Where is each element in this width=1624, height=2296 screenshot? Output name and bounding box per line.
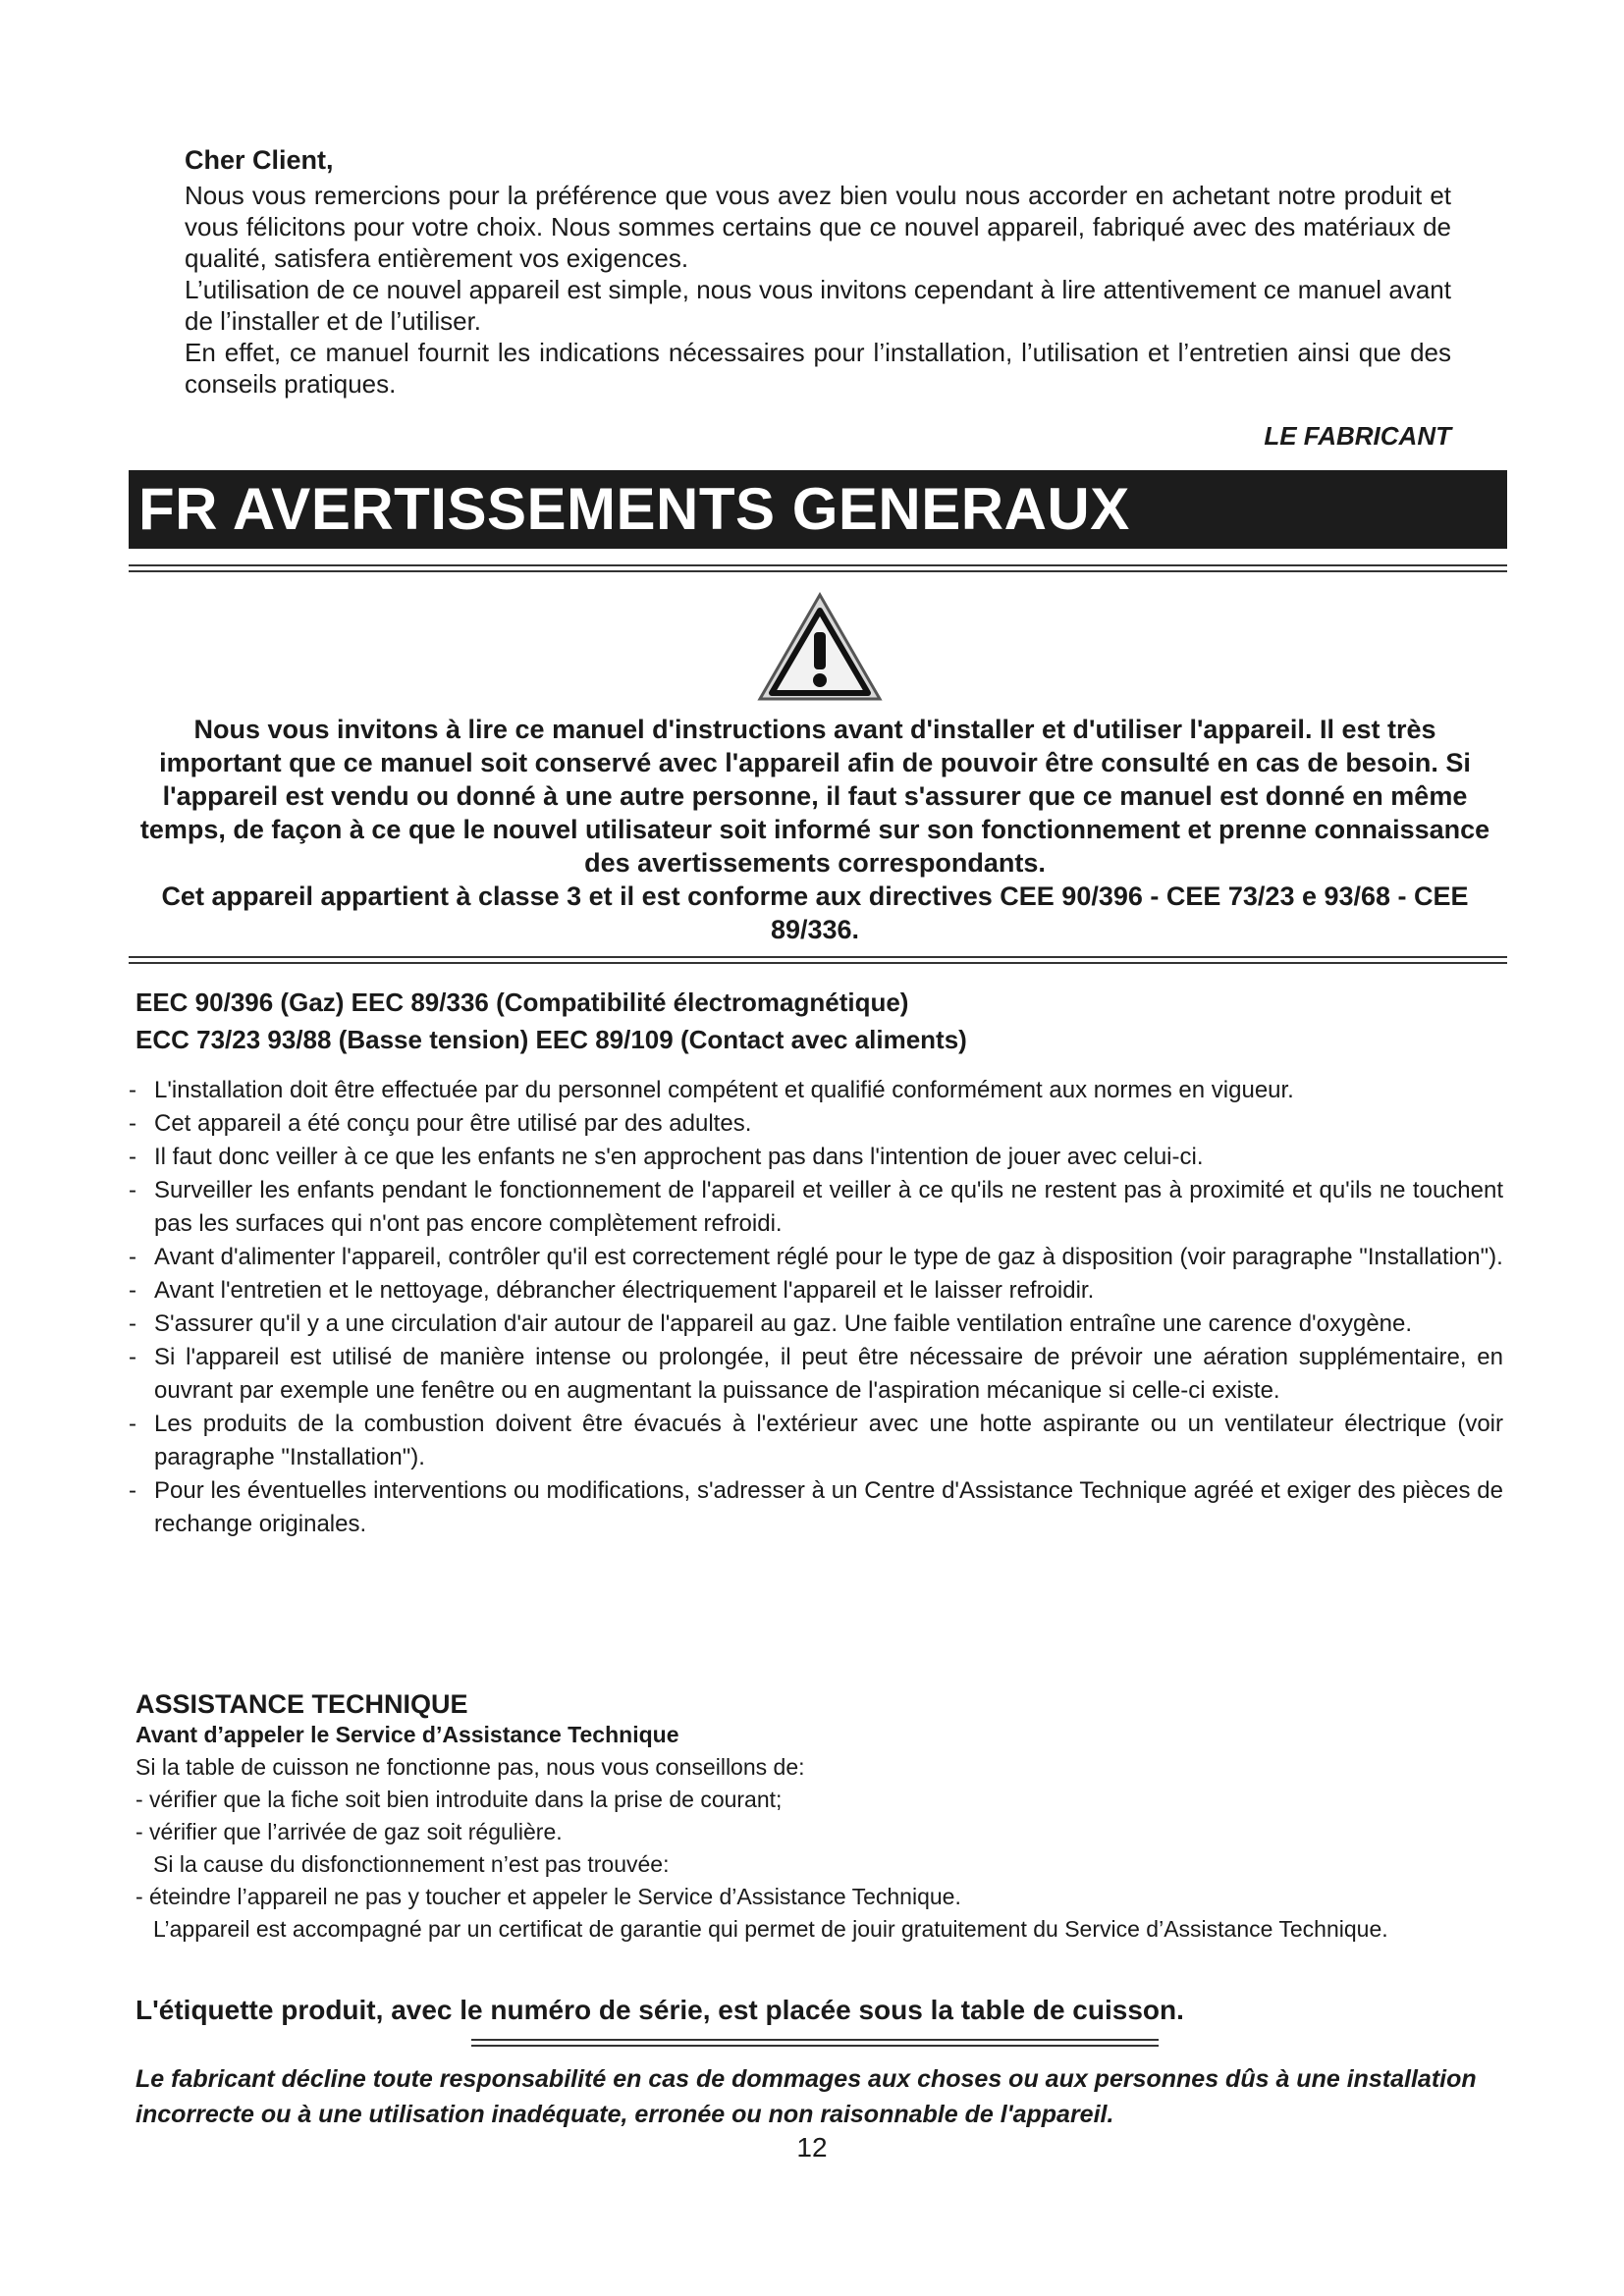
signature: LE FABRICANT: [1264, 421, 1451, 451]
warning-triangle-icon: [756, 589, 884, 705]
directive-line: ECC 73/23 93/88 (Basse tension) EEC 89/109 (Contact avec aliments): [135, 1025, 967, 1054]
page-number: 12: [796, 2132, 828, 2163]
warning-notice-text: Nous vous invitons à lire ce manuel d'instructions avant d'installer et d'utiliser l'appareil. Il est très important que ce manuel soit conservé avec l'appareil afin de pouvoir être consulté en cas de besoin. Si l'appareil est vendu ou donné à une autre personne, il faut s'assurer que ce manuel est donné en même temps, de façon à ce que le nouvel utilisateur soit informé sur son fonctionnement et prenne connaissance des avertissements correspondants.: [139, 715, 1490, 878]
conformity-text: Cet appareil appartient à classe 3 et il est conforme aux directives CEE 90/396 - CEE 73/23 e 93/68 - CEE 89/336.: [161, 881, 1469, 944]
list-item: - vérifier que l’arrivée de gaz soit régulière.: [135, 1819, 563, 1844]
list-item: - L'installation doit être effectuée par du personnel compétent et qualifié conformément aux normes en vigueur.: [129, 1077, 1294, 1103]
divider: [471, 2045, 1159, 2047]
intro-paragraph: L’utilisation de ce nouvel appareil est simple, nous vous invitons cependant à lire attentivement ce manuel avant de l’installer et de l’utiliser.: [185, 275, 1451, 336]
assistance-steps: [135, 1751, 1510, 1946]
warning-notice: [137, 713, 1492, 946]
divider: [129, 570, 1507, 572]
list-item: - Surveiller les enfants pendant le fonctionnement de l'appareil et veiller à ce qu'ils ne restent pas à proximité et qu'ils ne touchent pas les surfaces qui n'ont pas encore complètement refroidi.: [129, 1177, 1503, 1237]
list-item: - S'assurer qu'il y a une circulation d'air autour de l'appareil au gaz. Une faible ventilation entraîne une carence d'oxygène.: [129, 1310, 1413, 1337]
list-item: L’appareil est accompagné par un certificat de garantie qui permet de jouir gratuitement du Service d’Assistance Technique.: [153, 1916, 1388, 1942]
list-item: - Avant d'alimenter l'appareil, contrôler qu'il est correctement réglé pour le type de gaz à disposition (voir paragraphe "Installation").: [129, 1244, 1503, 1270]
divider: [471, 2039, 1159, 2041]
assistance-title: ASSISTANCE TECHNIQUE: [135, 1689, 468, 1719]
assistance-section: [135, 1688, 1510, 1946]
list-item: - éteindre l’appareil ne pas y toucher et appeler le Service d’Assistance Technique.: [135, 1884, 961, 1909]
directive-line: EEC 90/396 (Gaz) EEC 89/336 (Compatibilité électromagnétique): [135, 988, 909, 1017]
divider: [129, 962, 1507, 964]
section-title-banner: FR AVERTISSEMENTS GENERAUX: [129, 470, 1507, 549]
list-item: - Les produits de la combustion doivent être évacués à l'extérieur avec une hotte aspirante ou un ventilateur électrique (voir paragraphe "Installation").: [129, 1411, 1503, 1470]
directives-list: [135, 984, 1510, 1058]
list-item: - Il faut donc veiller à ce que les enfants ne s'en approchent pas dans l'intention de jouer avec celui-ci.: [129, 1144, 1204, 1170]
list-item: - Si l'appareil est utilisé de manière intense ou prolongée, il peut être nécessaire de prévoir une aération supplémentaire, en ouvrant par exemple une fenêtre ou en augmentant la puissance de l'aspiration mécanique si celle-ci existe.: [129, 1344, 1503, 1404]
list-item: - Pour les éventuelles interventions ou modifications, s'adresser à un Centre d'Assistance Technique agréé et exiger des pièces de rechange originales.: [129, 1477, 1503, 1537]
divider: [129, 956, 1507, 958]
divider: [129, 564, 1507, 566]
product-label-statement: L'étiquette produit, avec le numéro de série, est placée sous la table de cuisson.: [135, 1995, 1184, 2025]
list-item: Si la table de cuisson ne fonctionne pas, nous vous conseillons de:: [135, 1754, 805, 1780]
intro-paragraph: En effet, ce manuel fournit les indications nécessaires pour l’installation, l’utilisation et l’entretien ainsi que des conseils pratiques.: [185, 338, 1451, 399]
greeting: Cher Client,: [185, 145, 334, 175]
list-item: - vérifier que la fiche soit bien introduite dans la prise de courant;: [135, 1787, 783, 1812]
assistance-subtitle: Avant d’appeler le Service d’Assistance Technique: [135, 1722, 679, 1747]
intro-section: [185, 145, 1451, 452]
list-item: Si la cause du disfonctionnement n’est pas trouvée:: [153, 1851, 670, 1877]
list-item: - Cet appareil a été conçu pour être utilisé par des adultes.: [129, 1110, 752, 1137]
list-item: - Avant l'entretien et le nettoyage, débrancher électriquement l'appareil et le laisser refroidir.: [129, 1277, 1095, 1304]
manufacturer-disclaimer: Le fabricant décline toute responsabilité en cas de dommages aux choses ou aux personnes dûs à une installation incorrecte ou à une utilisation inadéquate, erronée ou non raisonnable de l'appareil.: [135, 2065, 1477, 2128]
general-warnings-list: [129, 1074, 1503, 1541]
intro-paragraph: Nous vous remercions pour la préférence que vous avez bien voulu nous accorder en achetant notre produit et vous félicitons pour votre choix. Nous sommes certains que ce nouvel appareil, fabriqué avec des matériaux de qualité, satisfera entièrement vos exigences.: [185, 181, 1451, 273]
